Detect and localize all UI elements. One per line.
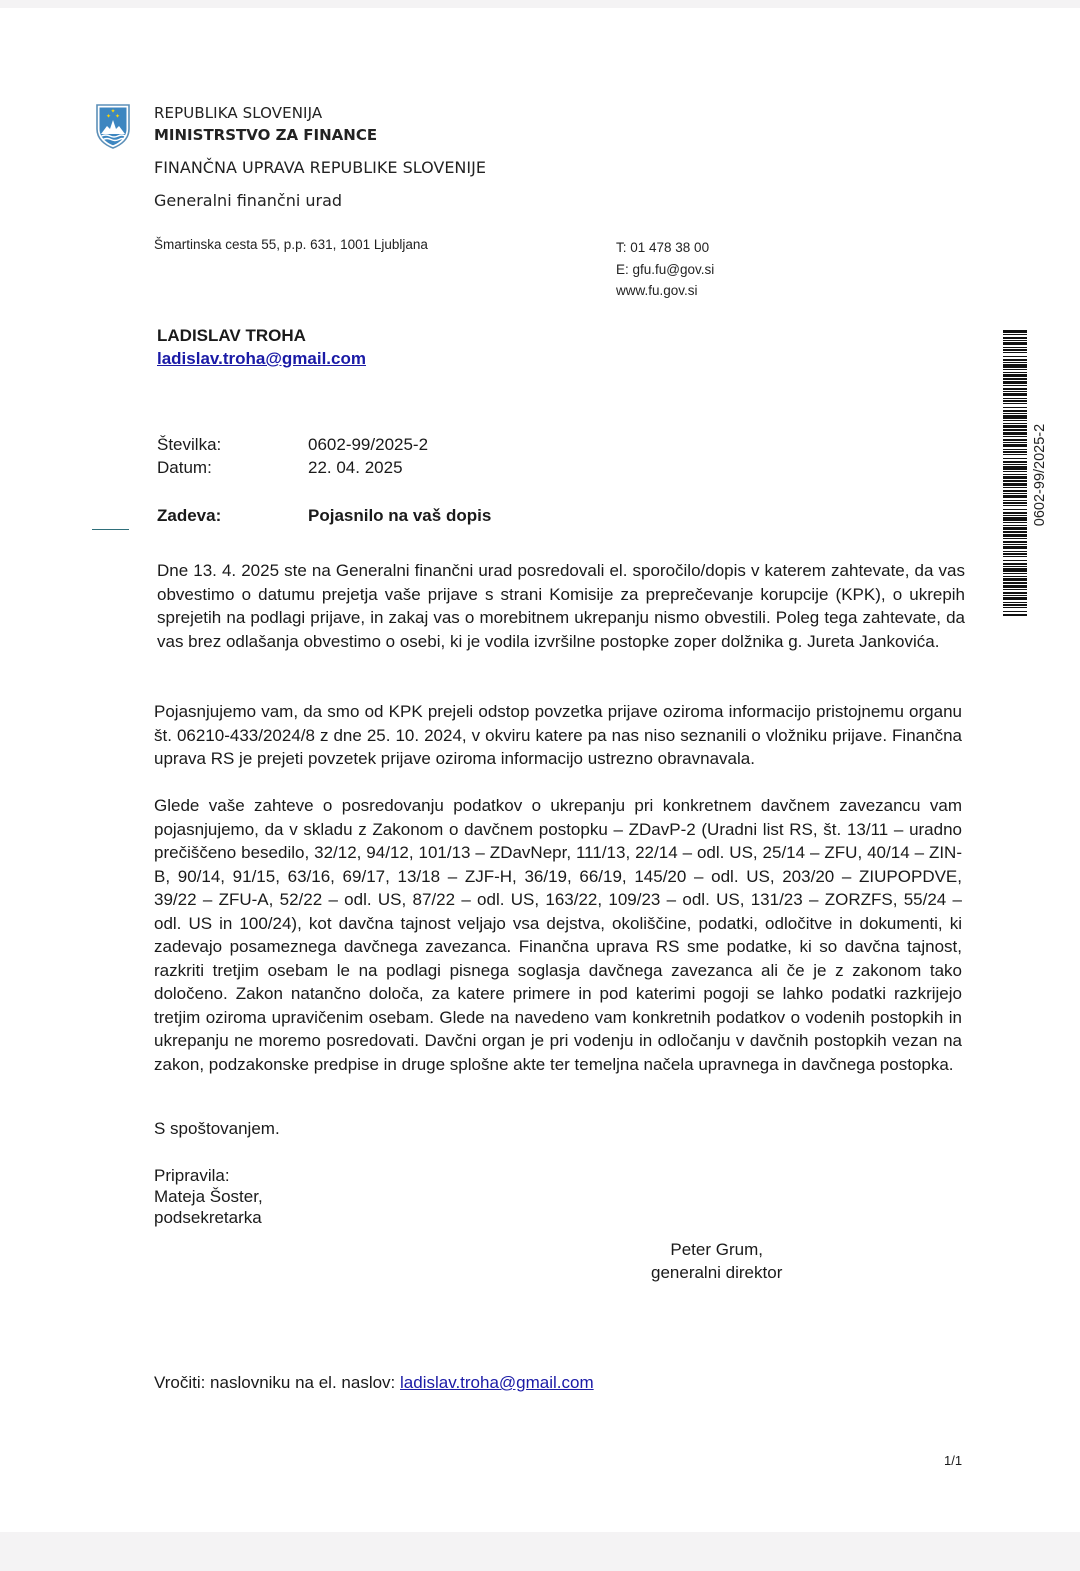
prepared-by-title: podsekretarka [154,1208,262,1227]
barcode-bar [1003,493,1027,494]
fold-mark [92,529,129,530]
body-paragraph: Dne 13. 4. 2025 ste na Generalni finančni urad posredovali el. sporočilo/dopis v katerem zahtevate, da vas obvestimo o datumu prejetja vaše prijave s strani Komisije za preprečevanje korupcije (KPK), o ukrepih sprejetih na podlagi prijave, in zakaj vas o morebitnem ukrepanju nismo obvestili. Poleg tega zahtevate, da vas brez odlašanja obvestimo o osebi, ki je vodila izvršilne postopke zoper dolžnika g. Jureta Jankovića. [157,561,965,651]
barcode-bar [1003,432,1027,435]
barcode-bar [1003,585,1027,588]
barcode-label [1030,413,1050,537]
barcode-bar [1003,546,1027,549]
barcode-bar [1003,436,1027,437]
barcode-bar [1003,563,1027,565]
barcode-bar [1003,340,1027,341]
barcode-bar [1003,541,1027,543]
barcode-bar [1003,356,1027,357]
barcode-bar [1003,451,1027,453]
barcode-bar [1003,444,1027,447]
barcode-bar [1003,517,1027,521]
svg-text:✦: ✦ [105,114,112,120]
barcode-bar [1003,534,1027,537]
barcode-bar [1003,420,1027,421]
contact-block [616,237,714,302]
barcode-bar [1003,454,1027,455]
barcode-bar [1003,556,1027,557]
barcode-bar [1003,403,1027,404]
header-republic: REPUBLIKA SLOVENIJA [154,104,323,122]
svg-text:✦: ✦ [114,114,121,120]
barcode-bar [1003,372,1027,373]
barcode-bar [1003,515,1027,516]
barcode-bar [1003,483,1027,486]
barcode-bar [1003,490,1027,492]
contact-website[interactable]: www.fu.gov.si [616,283,698,298]
barcode-bar [1003,582,1027,584]
prepared-by-label: Pripravila: [154,1166,230,1185]
barcode-bar [1003,531,1027,533]
barcode-bar [1003,423,1027,424]
barcode-bar [1003,607,1027,608]
barcode-bar [1003,476,1027,479]
barcode-bar [1003,527,1027,530]
date-label: Datum: [157,458,212,477]
barcode-bar [1003,342,1027,345]
contact-phone: T: 01 478 38 00 [616,240,710,255]
barcode-bar [1003,369,1027,370]
barcode-bar [1003,487,1027,488]
body-paragraph: Glede vaše zahteve o posredovanju podatkov o ukrepanju pri konkretnem davčnem zavezancu vam pojasnjujemo, da v skladu z Zakonom o davčnem postopku – ZDavP-2 (Uradni list RS, št. 13/11 – uradno prečiščeno besedilo, 32/12, 94/12, 101/13 – ZDavNepr, 111/13, 22/14 – odl. US, 25/14 – ZFU, 40/14 – ZIN-B, 90/14, 91/15, 63/16, 69/17, 13/18 – ZJF-H, 36/19, 66/19, 145/20 – odl. US, 203/20 – ZIUPOPDVE, 39/22 – ZFU-A, 52/22 – odl. US, 87/22 – odl. US, 163/22, 109/23 – odl. US, 131/23 – ZORZFS, 55/24 – odl. US in 100/24), kot davčna tajnost veljajo vsa dejstva, okoliščine, podatki, odločitve in dokumenti, ki zadevajo posameznega davčnega zavezanca. Finančna uprava RS sme podatke, ki so davčna tajnost, razkriti tretjim osebam le na podlagi pisnega soglasja davčnega zavezanca ali če je z zakonom tako določeno. Zakon natančno določa, za katere primere in pod katerimi pogoji se lahko podatki razkrijejo tretjim oziroma upravičenim osebam. Glede na navedeno vam konkretnih podatkov o vodenih postopkih in ukrepanju ne moremo posredovati. Davčni organ je pri vodenju in odločanju v davčnih postopkih vezan na zakon, podzakonske predpise in druge splošne akte ter temeljna načela upravnega in davčnega postopka. [154,796,962,1074]
barcode-bar [1003,398,1027,399]
barcode-bar [1003,611,1027,612]
barcode-bar [1003,502,1027,504]
delivery-label: Vročiti: naslovniku na el. naslov: [154,1373,396,1392]
signer-title: generalni direktor [651,1263,783,1282]
barcode-bar [1003,597,1027,600]
barcode-bar [1003,538,1027,539]
barcode-bar [1003,425,1027,428]
barcode-bar [1003,464,1027,465]
barcode-bar [1003,495,1027,498]
barcode-bar [1003,604,1027,606]
barcode-bar [1003,578,1027,581]
barcode-bar [1003,349,1027,351]
prepared-by-name: Mateja Šoster, [154,1187,263,1206]
barcode-bar [1003,385,1027,386]
barcode-bar [1003,413,1027,414]
barcode-bar [1003,525,1027,526]
barcode-bar [1003,374,1027,377]
signer-name: Peter Grum, [670,1240,763,1259]
barcode-bar [1003,449,1027,450]
header-agency: FINANČNA UPRAVA REPUBLIKE SLOVENIJE [154,158,486,177]
barcode-bar [1003,359,1027,361]
barcode-bar [1003,442,1027,443]
barcode-bar [1003,474,1027,475]
barcode-bar [1003,480,1027,482]
barcode-bar [1003,337,1027,339]
barcode-bar [1003,381,1027,384]
signer-block [651,1238,782,1284]
delivery-email-link[interactable]: ladislav.troha@gmail.com [400,1373,594,1392]
recipient-email-link[interactable]: ladislav.troha@gmail.com [157,349,366,368]
barcode-bar [1003,568,1027,572]
barcode-bar [1003,400,1027,402]
barcode-bar [1003,439,1027,441]
delivery-line [154,1372,594,1393]
barcode-bar [1003,388,1027,390]
barcode-bar [1003,576,1027,577]
page-number: 1/1 [944,1453,963,1468]
barcode-bar [1003,573,1027,574]
barcode-bar [1003,500,1027,501]
barcode-bar [1003,458,1027,459]
contact-email[interactable]: E: gfu.fu@gov.si [616,261,715,277]
barcode-bar [1003,461,1027,463]
header-ministry: MINISTRSTVO ZA FINANCE [154,126,378,144]
header-office: Generalni finančni urad [154,191,343,210]
barcode-bar [1003,466,1027,470]
barcode-bar [1003,352,1027,353]
barcode-bar [1003,512,1027,514]
barcode-bar [1003,589,1027,590]
barcode-bar [1003,391,1027,392]
barcode-bar [1003,595,1027,596]
barcode-bar [1003,410,1027,412]
barcode-bar [1003,505,1027,506]
barcode-bar [1003,566,1027,567]
document-page [0,8,1080,1532]
barcode-bar [1003,560,1027,561]
barcode-bar [1003,551,1027,552]
barcode-bar [1003,522,1027,523]
barcode-bar [1003,553,1027,555]
barcode-bar [1003,364,1027,368]
barcode-bar [1003,592,1027,594]
coat-of-arms-icon [95,103,131,149]
barcode-bar [1003,544,1027,545]
body-paragraph: Pojasnjujemo vam, da smo od KPK prejeli odstop povzetka prijave oziroma informacijo pristojnemu organu št. 06210-433/2024/8 z dne 25. 10. 2024, v okviru katere pa nas niso seznanili o vložniku prijave. Finančna uprava RS je prejeti povzetek prijave oziroma informacijo ustrezno obravnavala. [154,702,962,768]
barcode-bar [1003,614,1027,616]
barcode-bar [1003,334,1027,335]
date-value: 22. 04. 2025 [308,458,403,477]
recipient-name: LADISLAV TROHA [157,326,306,345]
barcode-bar [1003,429,1027,431]
barcode-bar [1003,393,1027,396]
svg-text:✦: ✦ [110,109,116,115]
barcode-bar [1003,378,1027,380]
barcode-bar [1003,415,1027,419]
barcode-bar [1003,602,1027,603]
barcode-icon [1003,330,1027,616]
number-value: 0602-99/2025-2 [308,435,429,454]
subject-value: Pojasnilo na vaš dopis [308,506,492,525]
number-label: Številka: [157,435,222,454]
subject-label: Zadeva: [157,506,222,525]
barcode-bar [1003,330,1027,333]
barcode-bar [1003,471,1027,472]
barcode-bar [1003,347,1027,348]
barcode-bar [1003,362,1027,363]
office-address: Šmartinska cesta 55, p.p. 631, 1001 Ljubljana [154,237,428,252]
prepared-by-block [154,1165,263,1228]
closing-greeting: S spoštovanjem. [154,1119,280,1138]
barcode-bar [1003,407,1027,408]
barcode-bar [1003,509,1027,510]
barcode-text: 0602-99/2025-2 [1032,423,1048,527]
